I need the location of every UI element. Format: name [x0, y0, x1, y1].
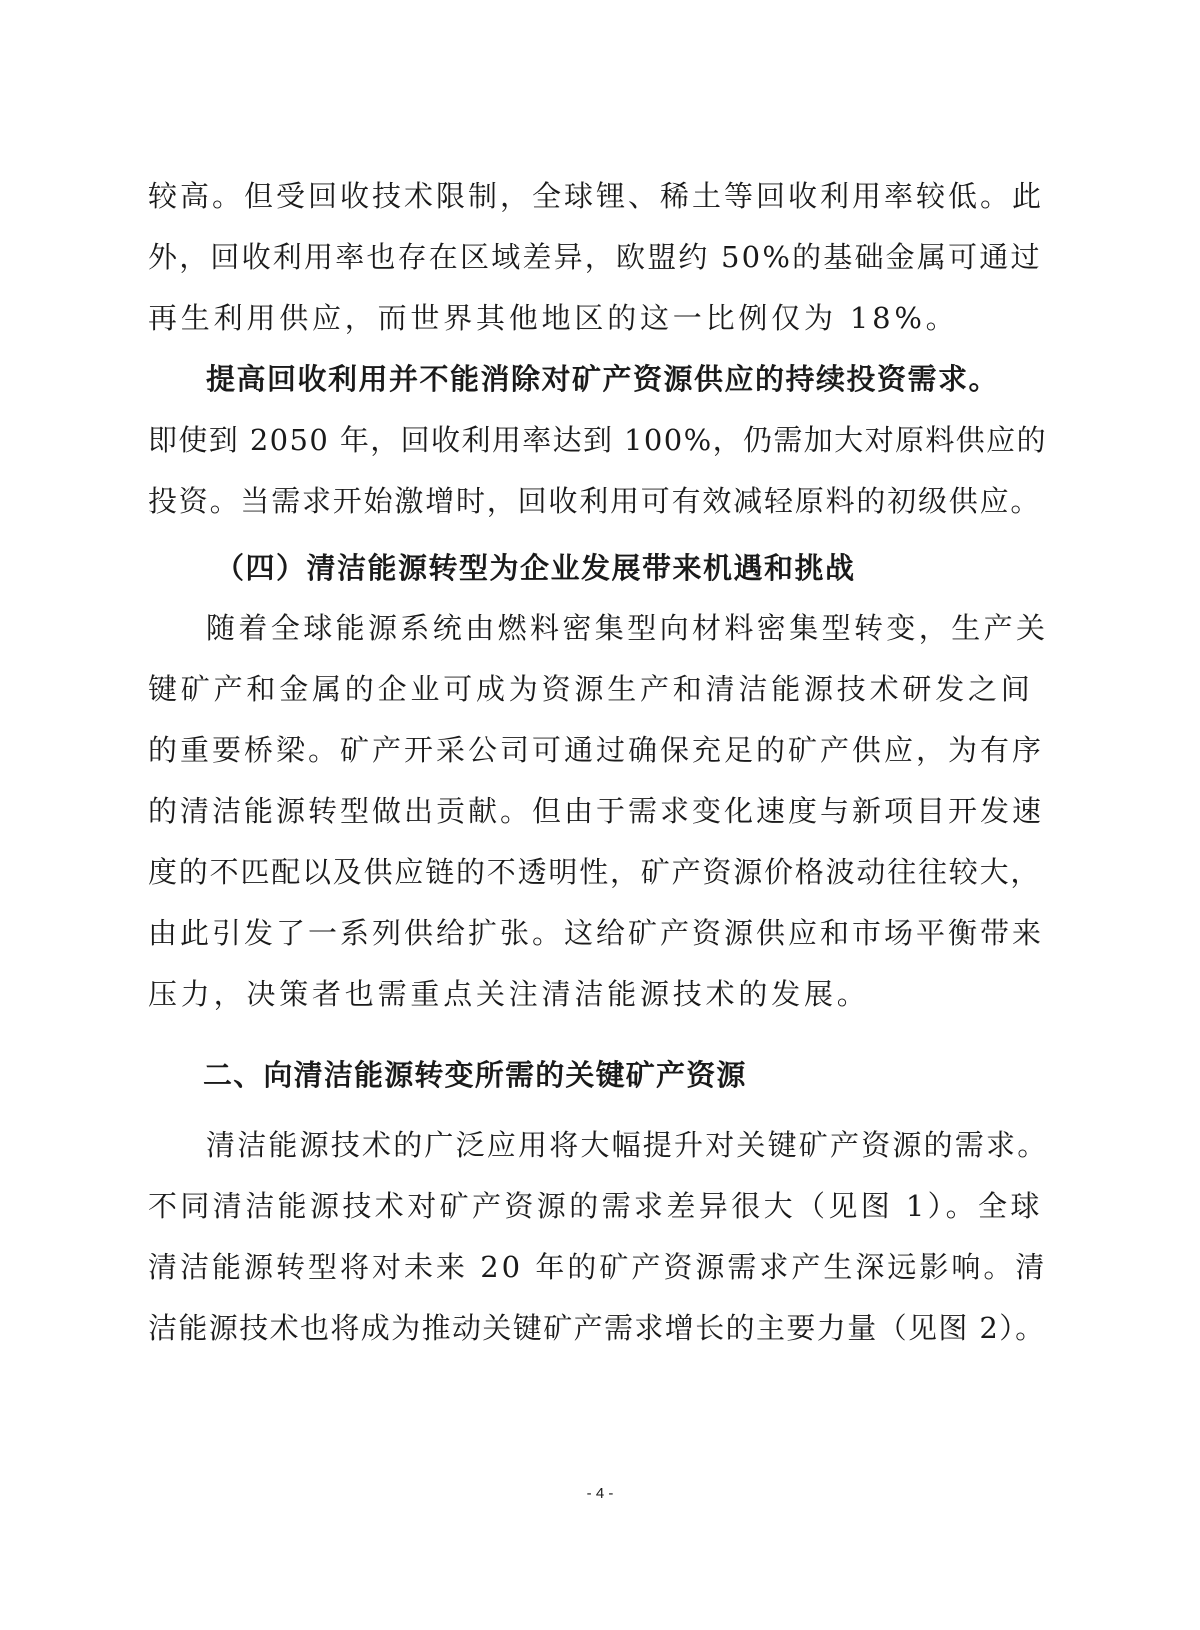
- body-text-line: 键矿产和金属的企业可成为资源生产和清洁能源技术研发之间: [148, 672, 1034, 706]
- body-text-line: 的清洁能源转型做出贡献。但由于需求变化速度与新项目开发速: [148, 794, 1045, 828]
- body-text-line: 清洁能源转型将对未来 20 年的矿产资源需求产生深远影响。清: [148, 1250, 1048, 1284]
- body-text-line: 由此引发了一系列供给扩张。这给矿产资源供应和市场平衡带来: [148, 916, 1045, 950]
- body-text-line: 清洁能源技术的广泛应用将大幅提升对关键矿产资源的需求。: [206, 1128, 1049, 1162]
- body-text-line: 压力，决策者也需重点关注清洁能源技术的发展。: [148, 977, 870, 1011]
- section-heading: 二、向清洁能源转变所需的关键矿产资源: [203, 1058, 747, 1092]
- subsection-heading: （四）清洁能源转型为企业发展带来机遇和挑战: [215, 551, 856, 585]
- body-text-line: 随着全球能源系统由燃料密集型向材料密集型转变，生产关: [206, 611, 1049, 645]
- body-text-line: 不同清洁能源技术对矿产资源的需求差异很大（见图 1）。全球: [148, 1189, 1043, 1223]
- body-text-line: 度的不匹配以及供应链的不透明性，矿产资源价格波动往往较大，: [148, 855, 1042, 889]
- body-text-line: 再生利用供应，而世界其他地区的这一比例仅为 18%。: [148, 301, 959, 335]
- page-number: - 4 -: [586, 1485, 614, 1502]
- body-text-line: 较高。但受回收技术限制，全球锂、稀土等回收利用率较低。此: [148, 179, 1045, 213]
- body-text-line: 投资。当需求开始激增时，回收利用可有效减轻原料的初级供应。: [148, 484, 1042, 518]
- body-text-line: 即使到 2050 年，回收利用率达到 100%，仍需加大对原料供应的: [148, 423, 1047, 457]
- body-text-line: 洁能源技术也将成为推动关键矿产需求增长的主要力量（见图 2）。: [148, 1311, 1046, 1345]
- body-text-line: 外，回收利用率也存在区域差异，欧盟约 50%的基础金属可通过: [148, 240, 1042, 274]
- body-text-line: 的重要桥梁。矿产开采公司可通过确保充足的矿产供应，为有序: [148, 733, 1045, 767]
- bold-lead-sentence: 提高回收利用并不能消除对矿产资源供应的持续投资需求。: [206, 362, 1000, 396]
